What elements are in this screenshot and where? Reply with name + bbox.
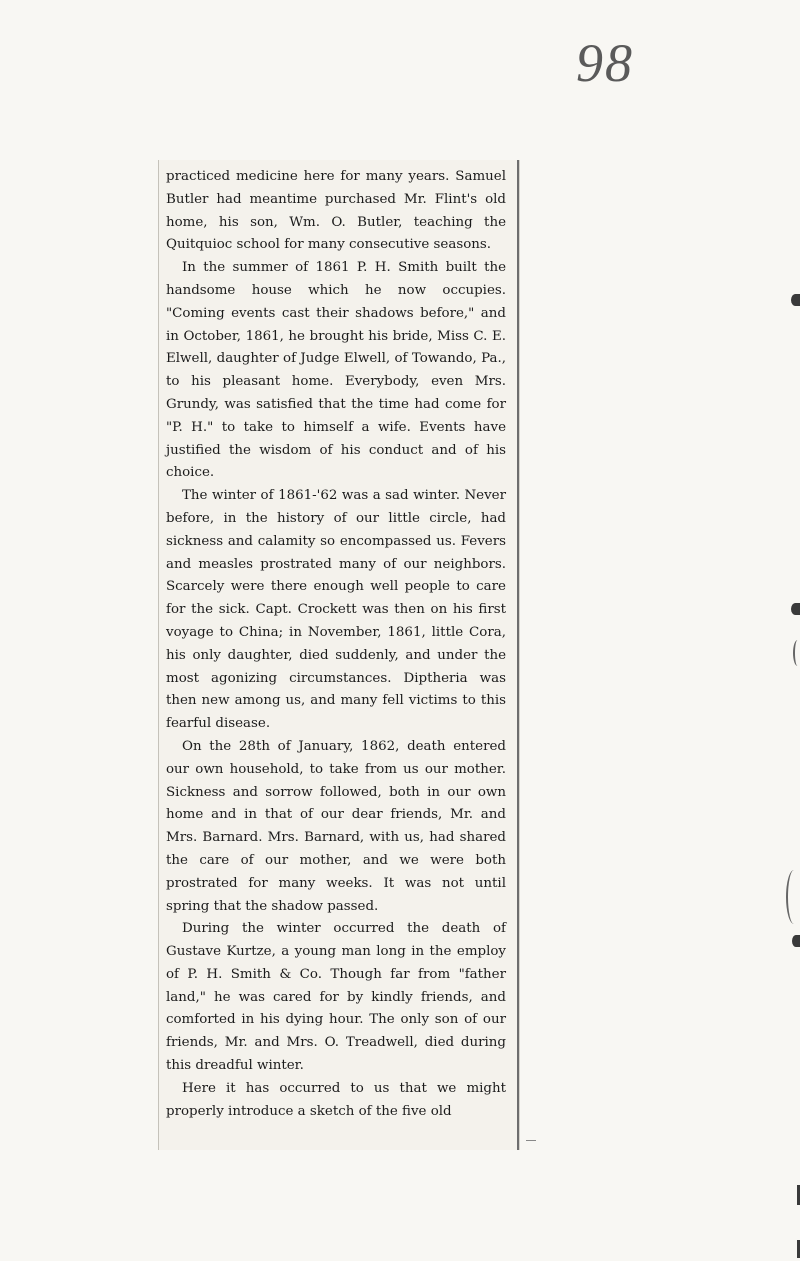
paragraph-1: practiced medicine here for many years. Samuel Butler had meantime purchased Mr. Flint's old home, his son, Wm. O. Butler, teaching the Quitquioc school for many consecutive seasons. [166, 169, 506, 253]
binding-hole-mark [791, 294, 800, 306]
paragraph-5: During the winter occurred the death of Gustave Kurtze, a young man long in the employ of P. H. Smith & Co. Though far from "father land," he was cared for by kindly friends, and comforted in his dying hour. The only son of our friends, Mr. and Mrs. O. Treadwell, died during this dreadful winter. [166, 921, 506, 1074]
paragraph-2: In the summer of 1861 P. H. Smith built the handsome house which he now occupies. "Coming events cast their shadows before," and in October, 1861, he brought his bride, Miss C. E. Elwell, daughter of Judge Elwell, of Towando, Pa., to his pleasant home. Everybody, even Mrs. Grundy, was satisfied that the time had come for "P. H." to take to himself a wife. Events have justified the wisdom of his conduct and of his choice. [166, 260, 506, 481]
stray-mark [526, 1140, 536, 1141]
paragraph-6: Here it has occurred to us that we might properly introduce a sketch of the five old [166, 1080, 506, 1119]
article-column [166, 166, 506, 1123]
binding-hole-mark [791, 603, 800, 615]
binding-hole-mark [792, 935, 800, 947]
paragraph-3: The winter of 1861-'62 was a sad winter. Never before, in the history of our little circle, had sickness and calamity so encompassed us. Fevers and measles prostrated many of our neighbors. Scarcely were there enough well people to care for the sick. Capt. Crockett was then on his first voyage to China; in November, 1861, little Cora, his only daughter, died suddenly, and under the most agonizing circumstances. Diptheria was then new among us, and many fell victims to this fearful disease. [166, 488, 506, 732]
binding-curve-mark [793, 640, 800, 666]
binding-curve-mark [786, 870, 800, 924]
handwritten-page-number: 98 [576, 33, 634, 93]
paragraph-4: On the 28th of January, 1862, death entered our own household, to take from us our mother. Sickness and sorrow followed, both in our own home and in that of our dear friends, Mr. and Mrs. Barnard. Mrs. Barnard, with us, had shared the care of our mother, and we were both prostrated for many weeks. It was not until spring that the shadow passed. [166, 738, 506, 914]
